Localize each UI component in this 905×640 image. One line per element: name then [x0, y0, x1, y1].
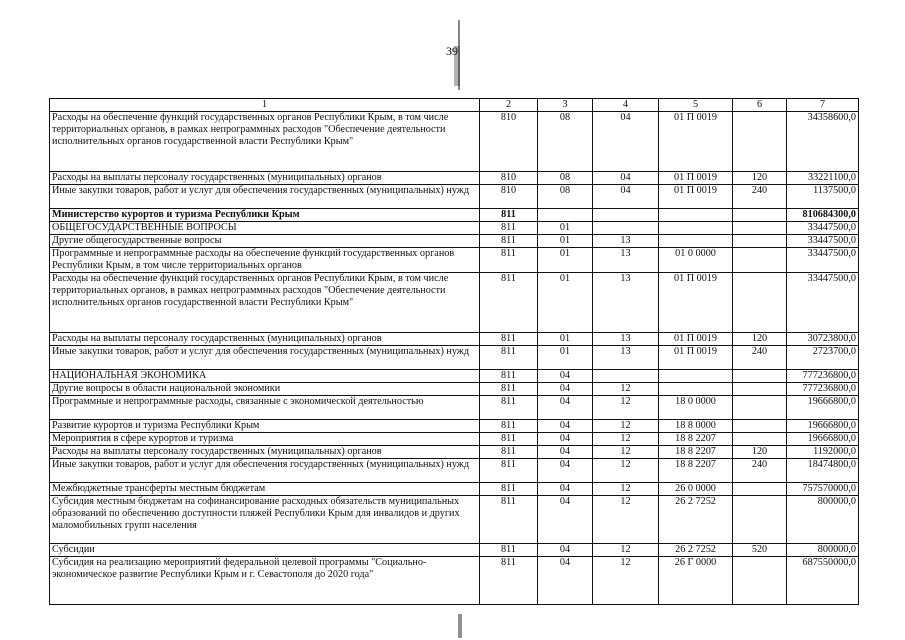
table-header-row — [50, 99, 859, 112]
expense-name: Программные и непрограммные расходы на обеспечение функций государственных органов Республики Крым, в том числе территориальных органов — [50, 248, 480, 273]
expense-type-code — [733, 273, 787, 333]
section-code: 04 — [538, 370, 593, 383]
section-code: 01 — [538, 346, 593, 370]
subsection-code — [593, 222, 659, 235]
subsection-code: 13 — [593, 333, 659, 346]
subsection-code: 04 — [593, 185, 659, 209]
expense-type-code: 120 — [733, 446, 787, 459]
amount: 33447500,0 — [787, 235, 859, 248]
ministry-code: 811 — [480, 346, 538, 370]
subsection-code: 13 — [593, 273, 659, 333]
table-row — [50, 248, 859, 273]
target-article-code: 01 П 0019 — [659, 172, 733, 185]
table-row — [50, 483, 859, 496]
target-article-code: 18 8 2207 — [659, 459, 733, 483]
subsection-code: 12 — [593, 544, 659, 557]
target-article-code: 01 П 0019 — [659, 185, 733, 209]
amount: 777236800,0 — [787, 370, 859, 383]
header-col-4: 4 — [593, 99, 659, 112]
section-code: 08 — [538, 185, 593, 209]
ministry-code: 811 — [480, 222, 538, 235]
expense-name: Иные закупки товаров, работ и услуг для обеспечения государственных (муниципальных) нужд — [50, 185, 480, 209]
expense-type-code: 520 — [733, 544, 787, 557]
section-code — [538, 209, 593, 222]
expense-name: Программные и непрограммные расходы, связанные с экономической деятельностью — [50, 396, 480, 420]
expense-name: Другие общегосударственные вопросы — [50, 235, 480, 248]
target-article-code: 01 П 0019 — [659, 333, 733, 346]
subsection-code: 12 — [593, 496, 659, 544]
amount: 19666800,0 — [787, 420, 859, 433]
target-article-code — [659, 235, 733, 248]
ministry-code: 811 — [480, 248, 538, 273]
ministry-code: 811 — [480, 459, 538, 483]
ministry-code: 811 — [480, 383, 538, 396]
table-row — [50, 557, 859, 605]
expense-type-code — [733, 496, 787, 544]
subsection-code: 12 — [593, 557, 659, 605]
target-article-code: 01 П 0019 — [659, 273, 733, 333]
target-article-code: 01 П 0019 — [659, 112, 733, 172]
table-row — [50, 446, 859, 459]
section-code: 04 — [538, 420, 593, 433]
ministry-code: 810 — [480, 185, 538, 209]
target-article-code: 26 Г 0000 — [659, 557, 733, 605]
ministry-code: 811 — [480, 496, 538, 544]
target-article-code: 18 8 2207 — [659, 446, 733, 459]
subsection-code: 12 — [593, 383, 659, 396]
subsection-code — [593, 209, 659, 222]
amount: 33447500,0 — [787, 248, 859, 273]
expense-type-code — [733, 248, 787, 273]
expense-name: Межбюджетные трансферты местным бюджетам — [50, 483, 480, 496]
ministry-code: 811 — [480, 235, 538, 248]
expense-type-code — [733, 222, 787, 235]
ministry-code: 811 — [480, 370, 538, 383]
amount: 33221100,0 — [787, 172, 859, 185]
table-row — [50, 383, 859, 396]
expense-type-code — [733, 396, 787, 420]
expense-name: Расходы на выплаты персоналу государственных (муниципальных) органов — [50, 333, 480, 346]
subsection-code: 12 — [593, 446, 659, 459]
table-row — [50, 396, 859, 420]
section-code: 04 — [538, 557, 593, 605]
subsection-code: 12 — [593, 420, 659, 433]
table-row — [50, 496, 859, 544]
target-article-code: 26 2 7252 — [659, 496, 733, 544]
ministry-code: 811 — [480, 396, 538, 420]
budget-table-body — [50, 112, 859, 605]
subsection-code: 04 — [593, 112, 659, 172]
table-row — [50, 185, 859, 209]
section-code: 04 — [538, 396, 593, 420]
header-col-5: 5 — [659, 99, 733, 112]
section-code: 04 — [538, 483, 593, 496]
section-code: 04 — [538, 544, 593, 557]
section-code: 01 — [538, 273, 593, 333]
scan-artifact-top-2 — [454, 46, 460, 86]
section-code: 01 — [538, 222, 593, 235]
amount: 777236800,0 — [787, 383, 859, 396]
expense-name: Иные закупки товаров, работ и услуг для обеспечения государственных (муниципальных) нужд — [50, 346, 480, 370]
target-article-code — [659, 209, 733, 222]
amount: 810684300,0 — [787, 209, 859, 222]
table-row — [50, 112, 859, 172]
subsection-code: 04 — [593, 172, 659, 185]
table-row — [50, 209, 859, 222]
expense-type-code — [733, 112, 787, 172]
subsection-code: 12 — [593, 459, 659, 483]
section-code: 04 — [538, 459, 593, 483]
expense-name: Субсидия на реализацию мероприятий федеральной целевой программы "Социально-экономическое развитие Республики Крым и г. Севастополя до 2020 года" — [50, 557, 480, 605]
expense-name: Расходы на выплаты персоналу государственных (муниципальных) органов — [50, 446, 480, 459]
expense-name: Министерство курортов и туризма Республики Крым — [50, 209, 480, 222]
amount: 2723700,0 — [787, 346, 859, 370]
expense-name: Субсидии — [50, 544, 480, 557]
target-article-code: 18 8 2207 — [659, 433, 733, 446]
target-article-code: 01 0 0000 — [659, 248, 733, 273]
section-code: 01 — [538, 235, 593, 248]
ministry-code: 810 — [480, 172, 538, 185]
table-row — [50, 370, 859, 383]
expense-name: Расходы на обеспечение функций государственных органов Республики Крым, в том числе территориальных органов, в рамках непрограммных расходов "Обеспечение деятельности исполнительных органов государственной власти Республики Крым" — [50, 112, 480, 172]
ministry-code: 810 — [480, 112, 538, 172]
expense-type-code — [733, 420, 787, 433]
expense-name: ОБЩЕГОСУДАРСТВЕННЫЕ ВОПРОСЫ — [50, 222, 480, 235]
ministry-code: 811 — [480, 557, 538, 605]
section-code: 04 — [538, 383, 593, 396]
section-code: 08 — [538, 172, 593, 185]
header-col-2: 2 — [480, 99, 538, 112]
table-row — [50, 346, 859, 370]
table-row — [50, 273, 859, 333]
ministry-code: 811 — [480, 209, 538, 222]
table-row — [50, 433, 859, 446]
expense-type-code: 120 — [733, 172, 787, 185]
ministry-code: 811 — [480, 333, 538, 346]
ministry-code: 811 — [480, 483, 538, 496]
expense-type-code — [733, 370, 787, 383]
subsection-code — [593, 370, 659, 383]
header-col-1: 1 — [50, 99, 480, 112]
expense-name: Расходы на выплаты персоналу государственных (муниципальных) органов — [50, 172, 480, 185]
expense-type-code: 240 — [733, 459, 787, 483]
expense-type-code — [733, 433, 787, 446]
amount: 18474800,0 — [787, 459, 859, 483]
amount: 33447500,0 — [787, 222, 859, 235]
expense-name: Расходы на обеспечение функций государственных органов Республики Крым, в том числе территориальных органов, в рамках непрограммных расходов "Обеспечение деятельности исполнительных органов государственной власти Республики Крым" — [50, 273, 480, 333]
amount: 33447500,0 — [787, 273, 859, 333]
table-row — [50, 420, 859, 433]
expense-type-code — [733, 483, 787, 496]
expense-type-code — [733, 557, 787, 605]
page-number: 39 — [446, 44, 458, 58]
expense-type-code — [733, 383, 787, 396]
amount: 30723800,0 — [787, 333, 859, 346]
section-code: 04 — [538, 433, 593, 446]
table-row — [50, 235, 859, 248]
expense-name: Иные закупки товаров, работ и услуг для обеспечения государственных (муниципальных) нужд — [50, 459, 480, 483]
expense-type-code — [733, 209, 787, 222]
subsection-code: 12 — [593, 483, 659, 496]
expense-type-code — [733, 235, 787, 248]
target-article-code — [659, 222, 733, 235]
target-article-code: 26 2 7252 — [659, 544, 733, 557]
subsection-code: 12 — [593, 433, 659, 446]
section-code: 01 — [538, 333, 593, 346]
amount: 1192000,0 — [787, 446, 859, 459]
amount: 19666800,0 — [787, 396, 859, 420]
ministry-code: 811 — [480, 446, 538, 459]
section-code: 04 — [538, 496, 593, 544]
amount: 757570000,0 — [787, 483, 859, 496]
table-row — [50, 172, 859, 185]
table-row — [50, 544, 859, 557]
section-code: 01 — [538, 248, 593, 273]
amount: 19666800,0 — [787, 433, 859, 446]
target-article-code — [659, 370, 733, 383]
subsection-code: 13 — [593, 235, 659, 248]
target-article-code: 26 0 0000 — [659, 483, 733, 496]
ministry-code: 811 — [480, 420, 538, 433]
header-col-7: 7 — [787, 99, 859, 112]
expense-type-code: 240 — [733, 185, 787, 209]
amount: 1137500,0 — [787, 185, 859, 209]
table-row — [50, 333, 859, 346]
section-code: 04 — [538, 446, 593, 459]
expense-type-code: 120 — [733, 333, 787, 346]
table-row — [50, 222, 859, 235]
ministry-code: 811 — [480, 273, 538, 333]
target-article-code: 01 П 0019 — [659, 346, 733, 370]
expense-name: Субсидия местным бюджетам на софинансирование расходных обязательств муниципальных образований по обеспечению доступности пляжей Республики Крым для инвалидов и других маломобильных групп населения — [50, 496, 480, 544]
target-article-code: 18 0 0000 — [659, 396, 733, 420]
subsection-code: 13 — [593, 346, 659, 370]
expense-name: Развитие курортов и туризма Республики Крым — [50, 420, 480, 433]
subsection-code: 12 — [593, 396, 659, 420]
target-article-code — [659, 383, 733, 396]
ministry-code: 811 — [480, 544, 538, 557]
target-article-code: 18 8 0000 — [659, 420, 733, 433]
subsection-code: 13 — [593, 248, 659, 273]
amount: 800000,0 — [787, 496, 859, 544]
scan-artifact-bottom — [458, 614, 462, 638]
budget-table — [49, 98, 859, 605]
section-code: 08 — [538, 112, 593, 172]
table-row — [50, 459, 859, 483]
header-col-6: 6 — [733, 99, 787, 112]
amount: 687550000,0 — [787, 557, 859, 605]
expense-name: Другие вопросы в области национальной экономики — [50, 383, 480, 396]
expense-type-code: 240 — [733, 346, 787, 370]
amount: 800000,0 — [787, 544, 859, 557]
expense-name: Мероприятия в сфере курортов и туризма — [50, 433, 480, 446]
amount: 34358600,0 — [787, 112, 859, 172]
header-col-3: 3 — [538, 99, 593, 112]
ministry-code: 811 — [480, 433, 538, 446]
expense-name: НАЦИОНАЛЬНАЯ ЭКОНОМИКА — [50, 370, 480, 383]
